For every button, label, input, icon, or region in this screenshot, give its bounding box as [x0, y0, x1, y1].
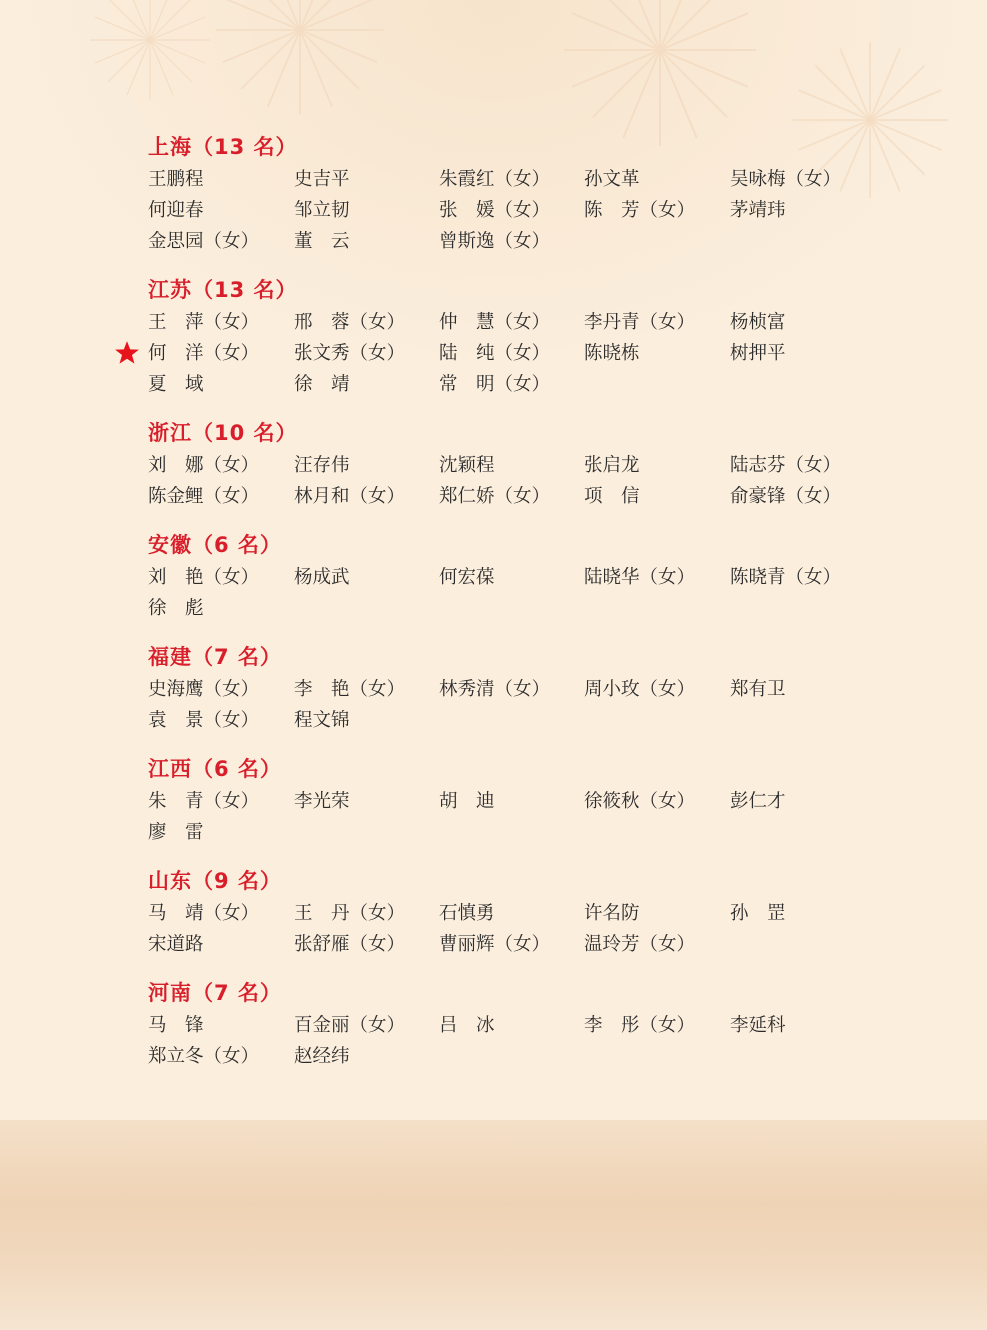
province-heading: 河南（7 名） [148, 981, 282, 1005]
person-name: 陈 芳（女） [584, 200, 696, 221]
province-section [148, 273, 908, 400]
person-name: 树押平 [730, 343, 786, 364]
name-row [148, 307, 908, 338]
name-row [148, 898, 908, 929]
person-name: 马 锋 [148, 1015, 204, 1036]
person-name: 赵经纬 [294, 1046, 350, 1067]
province-section [148, 976, 908, 1072]
person-name: 张文秀（女） [294, 343, 406, 364]
name-row [148, 226, 908, 257]
person-name: 陈晓青（女） [730, 567, 842, 588]
name-row [148, 817, 908, 848]
person-name: 张启龙 [584, 455, 640, 476]
person-name: 董 云 [294, 231, 350, 252]
province-heading: 江西（6 名） [148, 757, 282, 781]
person-name: 朱 青（女） [148, 791, 260, 812]
person-name: 吕 冰 [439, 1015, 495, 1036]
person-name: 邢 蓉（女） [294, 312, 406, 333]
province-section [148, 528, 908, 624]
name-row [148, 195, 908, 226]
person-name: 胡 迪 [439, 791, 495, 812]
person-name: 俞豪锋（女） [730, 486, 842, 507]
person-name: 王鹏程 [148, 169, 204, 190]
person-name: 百金丽（女） [294, 1015, 406, 1036]
name-row [148, 369, 908, 400]
person-name: 温玲芳（女） [584, 934, 696, 955]
person-name: 吴咏梅（女） [730, 169, 842, 190]
person-name: 马 靖（女） [148, 903, 260, 924]
person-name: 林秀清（女） [439, 679, 551, 700]
province-heading: 福建（7 名） [148, 645, 282, 669]
person-name: 孙文革 [584, 169, 640, 190]
province-section [148, 416, 908, 512]
person-name: 许名防 [584, 903, 640, 924]
person-name: 徐 彪 [148, 598, 204, 619]
name-row [148, 562, 908, 593]
landscape-decoration [0, 1120, 987, 1330]
person-name: 杨桢富 [730, 312, 786, 333]
person-name: 项 信 [584, 486, 640, 507]
person-name: 郑仁娇（女） [439, 486, 551, 507]
person-name: 邹立韧 [294, 200, 350, 221]
person-name: 李 彤（女） [584, 1015, 696, 1036]
name-row [148, 786, 908, 817]
person-name: 李光荣 [294, 791, 350, 812]
person-name: 刘 艳（女） [148, 567, 260, 588]
person-name: 张 媛（女） [439, 200, 551, 221]
person-name: 汪存伟 [294, 455, 350, 476]
person-name: 曾斯逸（女） [439, 231, 551, 252]
person-name: 郑立冬（女） [148, 1046, 260, 1067]
province-section [148, 130, 908, 257]
person-name: 李丹青（女） [584, 312, 696, 333]
province-heading: 江苏（13 名） [148, 278, 298, 302]
star-icon [114, 340, 140, 366]
person-name: 袁 景（女） [148, 710, 260, 731]
person-name: 仲 慧（女） [439, 312, 551, 333]
person-name: 何 洋（女） [148, 343, 260, 364]
person-name: 陆 纯（女） [439, 343, 551, 364]
person-name: 王 萍（女） [148, 312, 260, 333]
person-name: 刘 娜（女） [148, 455, 260, 476]
person-name: 沈颖程 [439, 455, 495, 476]
person-name: 陆志芬（女） [730, 455, 842, 476]
province-section [148, 640, 908, 736]
person-name: 陆晓华（女） [584, 567, 696, 588]
person-name: 张舒雁（女） [294, 934, 406, 955]
name-row [148, 929, 908, 960]
name-row [148, 674, 908, 705]
person-name: 王 丹（女） [294, 903, 406, 924]
name-row [148, 164, 908, 195]
name-list [148, 130, 908, 1088]
person-name: 茅靖玮 [730, 200, 786, 221]
person-name: 郑有卫 [730, 679, 786, 700]
name-row [148, 450, 908, 481]
person-name: 史海鹰（女） [148, 679, 260, 700]
person-name: 陈金鲤（女） [148, 486, 260, 507]
person-name: 李 艳（女） [294, 679, 406, 700]
name-row [148, 338, 908, 369]
person-name: 石慎勇 [439, 903, 495, 924]
province-section [148, 752, 908, 848]
person-name: 曹丽辉（女） [439, 934, 551, 955]
name-row [148, 481, 908, 512]
name-row [148, 705, 908, 736]
province-heading: 浙江（10 名） [148, 421, 298, 445]
person-name: 孙 罡 [730, 903, 786, 924]
person-name: 金思园（女） [148, 231, 260, 252]
person-name: 林月和（女） [294, 486, 406, 507]
province-heading: 上海（13 名） [148, 135, 298, 159]
person-name: 夏 域 [148, 374, 204, 395]
person-name: 彭仁才 [730, 791, 786, 812]
name-row [148, 593, 908, 624]
province-heading: 安徽（6 名） [148, 533, 282, 557]
person-name: 杨成武 [294, 567, 350, 588]
person-name: 何迎春 [148, 200, 204, 221]
person-name: 周小玫（女） [584, 679, 696, 700]
person-name: 宋道路 [148, 934, 204, 955]
person-name: 程文锦 [294, 710, 350, 731]
person-name: 史吉平 [294, 169, 350, 190]
province-section [148, 864, 908, 960]
person-name: 陈晓栋 [584, 343, 640, 364]
province-heading: 山东（9 名） [148, 869, 282, 893]
person-name: 李延科 [730, 1015, 786, 1036]
name-row [148, 1010, 908, 1041]
person-name: 朱霞红（女） [439, 169, 551, 190]
person-name: 何宏葆 [439, 567, 495, 588]
person-name: 徐筱秋（女） [584, 791, 696, 812]
name-row [148, 1041, 908, 1072]
person-name: 廖 雷 [148, 822, 204, 843]
person-name: 常 明（女） [439, 374, 551, 395]
person-name: 徐 靖 [294, 374, 350, 395]
